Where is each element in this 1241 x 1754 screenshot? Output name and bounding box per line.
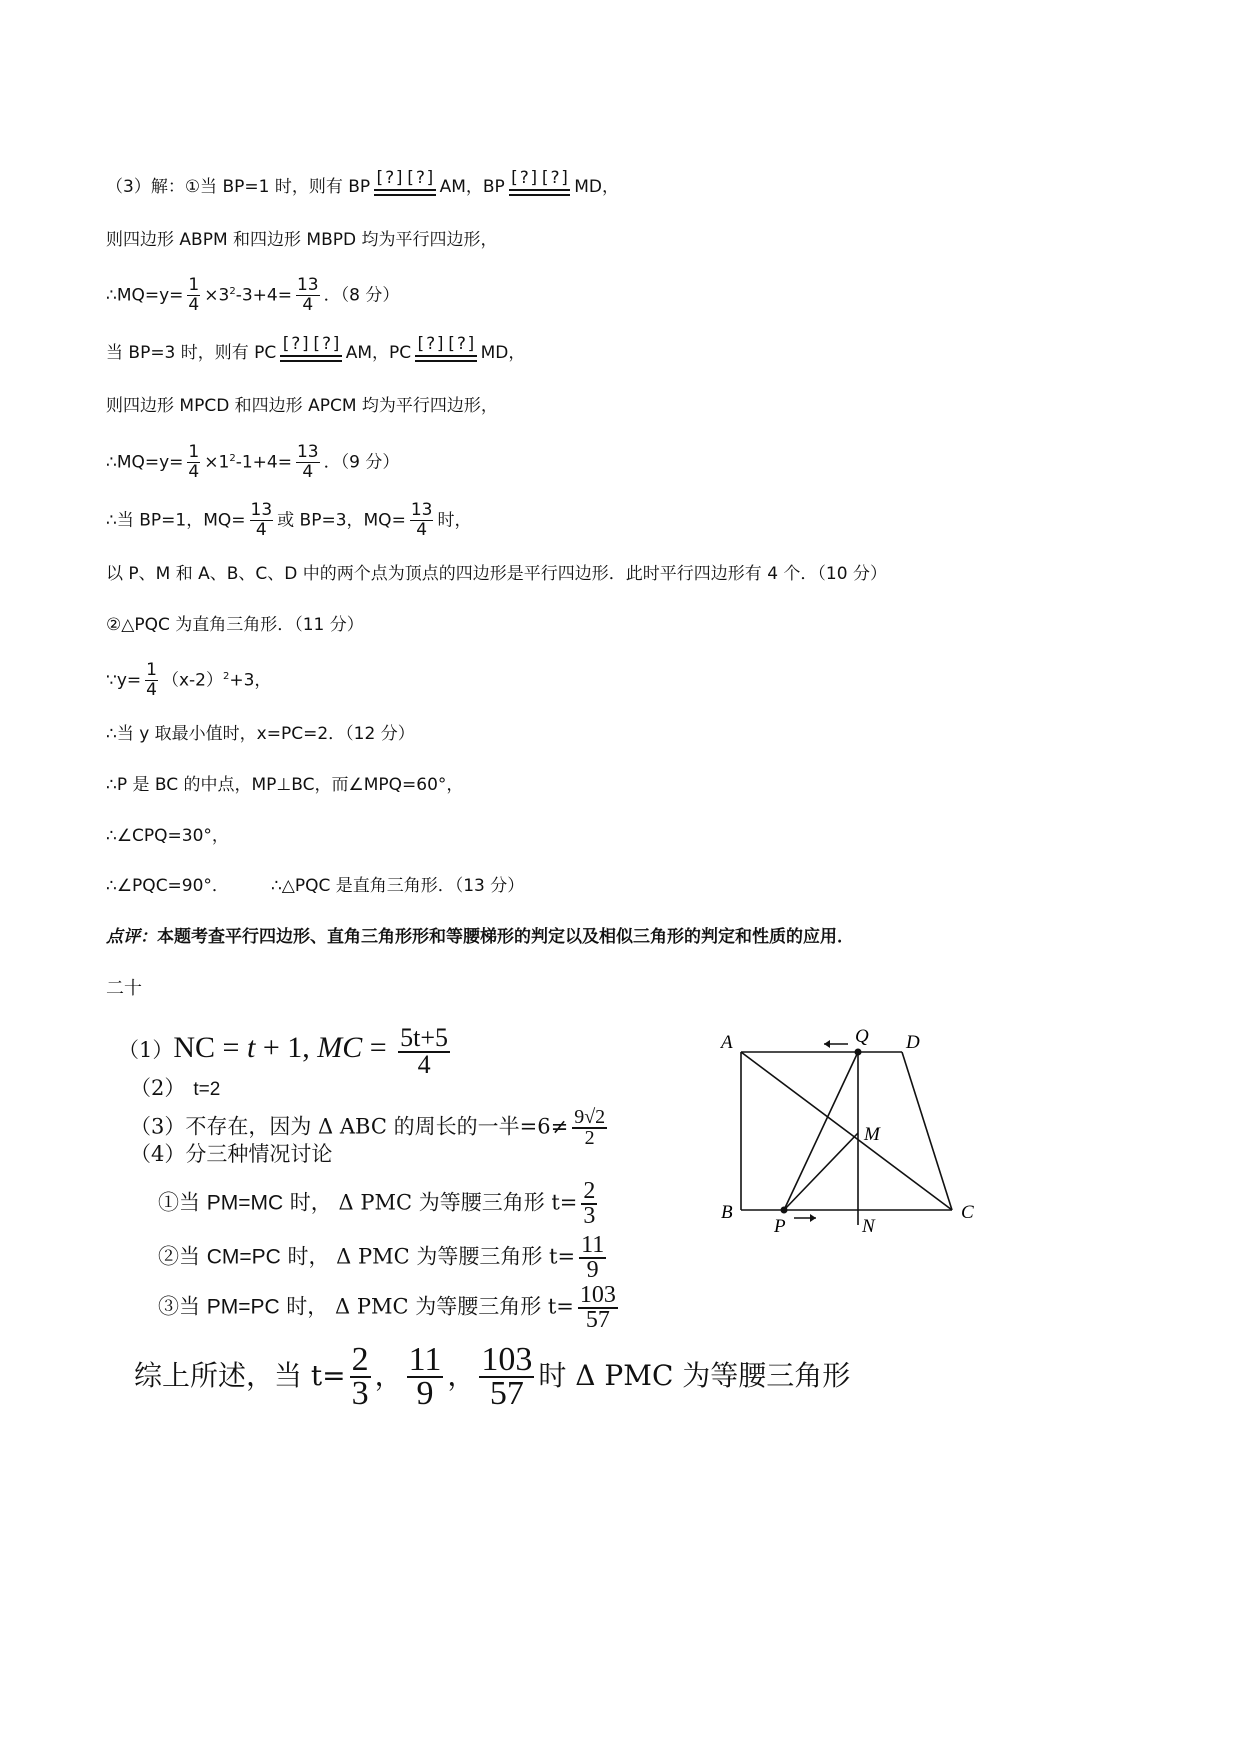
fraction: $\frac{11}{9}$ (581, 1232, 605, 1283)
fraction: $\frac{11}{9}$ (408, 1341, 442, 1413)
q20-part3: （3）不存在，因为 Δ ABC 的周长的一半=6≠ $\frac{9√2}{2}$ (130, 1106, 606, 1149)
fraction: $\frac{13}{4}$ (410, 500, 433, 540)
segment-DC (902, 1052, 952, 1210)
point-P-dot (781, 1207, 788, 1214)
solution-line-2: 则四边形 ABPM 和四边形 MBPD 均为平行四边形， (106, 230, 498, 250)
trapezoid-figure (710, 1020, 1000, 1250)
label-D: D (906, 1032, 920, 1053)
fraction: $\frac{1}{4}$ (188, 275, 200, 315)
fraction: $\frac{13}{4}$ (250, 500, 273, 540)
solution-line-10: ∵y= $\frac{1}{4}$ $(x-2)^2+3$， (106, 660, 272, 700)
q20-part1: （1）NC = t + 1, MC = $\frac{5t+5}{4}$ (118, 1023, 449, 1079)
solution-line-6: ∴MQ=y= $\frac{1}{4}$ $\times 1^2-1+4=$ $\frac{13}{4}$ ．（9 分） (106, 442, 400, 482)
point-Q-dot (855, 1049, 862, 1056)
fraction: $\frac{2}{3}$ (583, 1178, 596, 1229)
label-C: C (961, 1202, 974, 1223)
fraction: $\frac{103}{57}$ (579, 1282, 616, 1333)
fraction: $\frac{9√2}{2}$ (574, 1106, 606, 1149)
comment-line: 点评：本题考查平行四边形、直角三角形形和等腰梯形的判定以及相似三角形的判定和性质的应用． (106, 927, 854, 947)
solution-line-7: ∴当 BP=1，MQ= $\frac{13}{4}$ 或 BP=3，MQ= $\frac{13}{4}$ 时， (106, 500, 472, 540)
q20-case-2: ②当 CM=PC 时， Δ PMC 为等腰三角形 t= $\frac{11}{9}$ (158, 1232, 605, 1283)
parallel-equal-symbol: [?][?] (509, 170, 570, 196)
fraction: $\frac{103}{57}$ (481, 1341, 533, 1413)
parallel-equal-symbol: [?][?] (415, 336, 476, 362)
arrowhead-right (810, 1214, 816, 1222)
parallel-equal-symbol: [?][?] (374, 170, 435, 196)
arrowhead-left (824, 1040, 830, 1048)
fraction: $\frac{13}{4}$ (296, 442, 319, 482)
label-B: B (721, 1202, 733, 1223)
solution-line-3: ∴MQ=y= $\frac{1}{4}$ $\times 3^2-3+4=$ $\frac{13}{4}$ ．（8 分） (106, 275, 400, 315)
q20-case-1: ①当 PM=MC 时， Δ PMC 为等腰三角形 t= $\frac{2}{3}$ (158, 1178, 596, 1229)
solution-line-8: 以 P、M 和 A、B、C、D 中的两个点为顶点的四边形是平行四边形．此时平行四边形有 4 个．（10 分） (106, 564, 887, 584)
solution-line-14: ∴∠PQC=90°． ∴△PQC 是直角三角形．（13 分） (106, 876, 525, 896)
q20-summary: 综上所述，当 t= $\frac{2}{3}$ ， $\frac{11}{9}$ ， $\frac{103}{57}$ 时 Δ PMC 为等腰三角形 (134, 1341, 851, 1413)
section-title: 二十 (106, 978, 142, 999)
solution-line-5: 则四边形 MPCD 和四边形 APCM 均为平行四边形， (106, 396, 498, 416)
parallel-equal-symbol: [?][?] (280, 336, 341, 362)
fraction: $\frac{13}{4}$ (296, 275, 319, 315)
q20-part2: （2） t=2 (130, 1076, 221, 1100)
label-P: P (774, 1216, 786, 1237)
solution-line-4: 当 BP=3 时，则有 PC [?][?] AM，PC [?][?] MD， (106, 334, 526, 363)
label-M: M (864, 1124, 880, 1145)
label-N: N (862, 1216, 875, 1237)
q20-case-3: ③当 PM=PC 时， Δ PMC 为等腰三角形 t= $\frac{103}{57}$ (158, 1282, 616, 1333)
fraction: $\frac{5t+5}{4}$ (400, 1023, 449, 1079)
label-A: A (721, 1032, 733, 1053)
fraction: $\frac{1}{4}$ (146, 660, 157, 700)
q20-part4: （4）分三种情况讨论 (130, 1142, 333, 1166)
solution-line-13: ∴∠CPQ=30°， (106, 826, 229, 846)
solution-line-11: ∴当 y 取最小值时，x=PC=2．（12 分） (106, 724, 415, 744)
label-Q: Q (855, 1026, 869, 1047)
fraction: $\frac{2}{3}$ (351, 1341, 369, 1413)
solution-line-9: ②△PQC 为直角三角形．（11 分） (106, 615, 364, 635)
solution-line-1: （3）解：①当 BP=1 时，则有 BP [?][?] AM，BP [?][?] MD， (106, 168, 619, 197)
fraction: $\frac{1}{4}$ (188, 442, 200, 482)
solution-line-12: ∴P 是 BC 的中点，MP⊥BC，而∠MPQ=60°， (106, 775, 464, 795)
segment-PM (784, 1133, 858, 1210)
